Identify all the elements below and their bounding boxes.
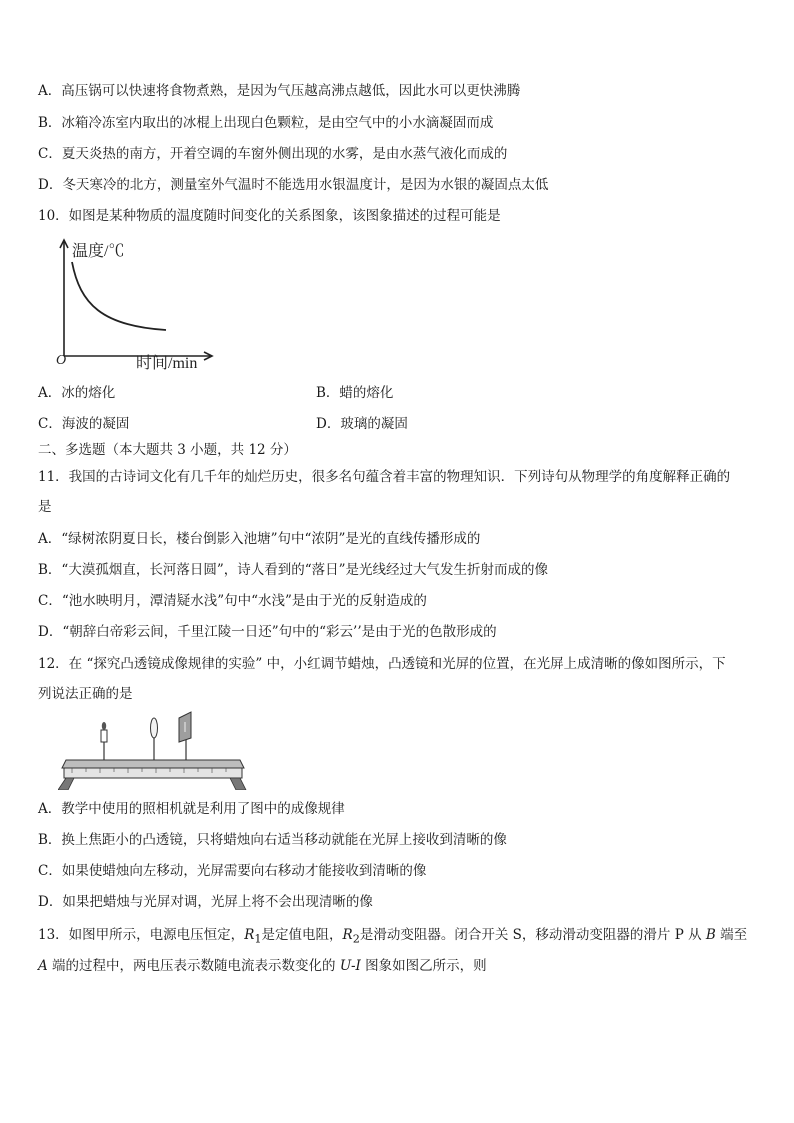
q9-option-d: D．冬天寒冷的北方，测量室外气温时不能选用水银温度计，是因为水银的凝固点太低 [38,177,549,193]
y-axis-label: 温度/℃ [72,243,125,260]
origin-label: O [56,353,67,368]
q13-text-1: 13．如图甲所示，电源电压恒定， [38,927,245,943]
q12-option-d: D．如果把蜡烛与光屏对调，光屏上将不会出现清晰的像 [38,894,373,910]
bench-leg-right [230,778,246,790]
q10-option-a: A．冰的熔化 [38,385,116,401]
q10-option-c: C．海波的凝固 [38,416,130,432]
bench-leg-left [58,778,74,790]
convex-lens [151,718,158,760]
r2-symbol: R [342,927,353,943]
q11-option-a: A．“绿树浓阴夏日长，楼台倒影入池塘”句中“浓阴”是光的直线传播形成的 [38,531,481,547]
q10-option-d: D．玻璃的凝固 [316,416,408,432]
q11-stem-line2: 是 [38,499,52,515]
q11-option-c: C．“池水映明月，潭清疑水浅”句中“水浅”是由于光的反射造成的 [38,593,427,609]
r1-symbol: R [244,927,255,943]
q13-text-2: 是定值电阻， [261,927,343,943]
q9-option-a: A．高压锅可以快速将食物煮熟，是因为气压越高沸点越低，因此水可以更快沸腾 [38,83,521,99]
q13-text-4: 端至 [715,927,748,943]
light-screen [179,712,191,760]
cooling-curve [72,262,166,330]
optical-bench [58,760,246,790]
q10-stem: 10．如图是某种物质的温度随时间变化的关系图象，该图象描述的过程可能是 [38,208,501,224]
q11-option-d: D．“朝辞白帝彩云间，千里江陵一日还”句中的“彩云’’是由于光的色散形成的 [38,624,497,640]
q11-option-b: B．“大漠孤烟直，长河落日圆”，诗人看到的“落日”是光线经过大气发生折射而成的像 [38,562,549,578]
candle [101,722,107,760]
q13-stem-line2 [38,957,756,975]
q12-stem-line2: 列说法正确的是 [38,686,133,702]
section-heading: 二、多选题（本大题共 3 小题，共 12 分） [38,442,297,458]
x-axis-label: 时间/min [136,355,198,370]
q12-option-a: A．教学中使用的照相机就是利用了图中的成像规律 [38,801,345,817]
r1-subscript: 1 [254,932,262,946]
q12-option-b: B．换上焦距小的凸透镜，只将蜡烛向右适当移动就能在光屏上接收到清晰的像 [38,832,507,848]
q13-text-5: 端的过程中，两电压表示数随电流表示数变化的 [47,958,340,974]
q13-text-3: 是滑动变阻器。闭合开关 S，移动滑动变阻器的滑片 P 从 [359,927,706,943]
q9-option-b: B．冰箱冷冻室内取出的冰棍上出现白色颗粒，是由空气中的小水滴凝固而成 [38,115,494,131]
q13-text-6: 图象如图乙所示，则 [360,958,487,974]
optical-bench-figure [58,708,254,790]
end-a-symbol: A [38,958,48,974]
temperature-time-graph [42,234,217,370]
q12-option-c: C．如果使蜡烛向左移动，光屏需要向右移动才能接收到清晰的像 [38,863,427,879]
r2-subscript: 2 [352,932,360,946]
q10-option-b: B．蜡的熔化 [316,385,394,401]
q13-stem-line1 [38,926,756,949]
q11-stem-line1: 11．我国的古诗词文化有几千年的灿烂历史，很多名句蕴含着丰富的物理知识．下列诗句从物理学的角度解释正确的 [38,469,731,485]
end-b-symbol: B [705,927,716,943]
ui-symbol: U-I [339,958,361,974]
q9-option-c: C．夏天炎热的南方，开着空调的车窗外侧出现的水雾，是由水蒸气液化而成的 [38,146,508,162]
q12-stem-line1: 12．在 “探究凸透镜成像规律的实验” 中，小红调节蜡烛，凸透镜和光屏的位置，在光屏上成清晰的像如图所示，下 [38,656,726,672]
